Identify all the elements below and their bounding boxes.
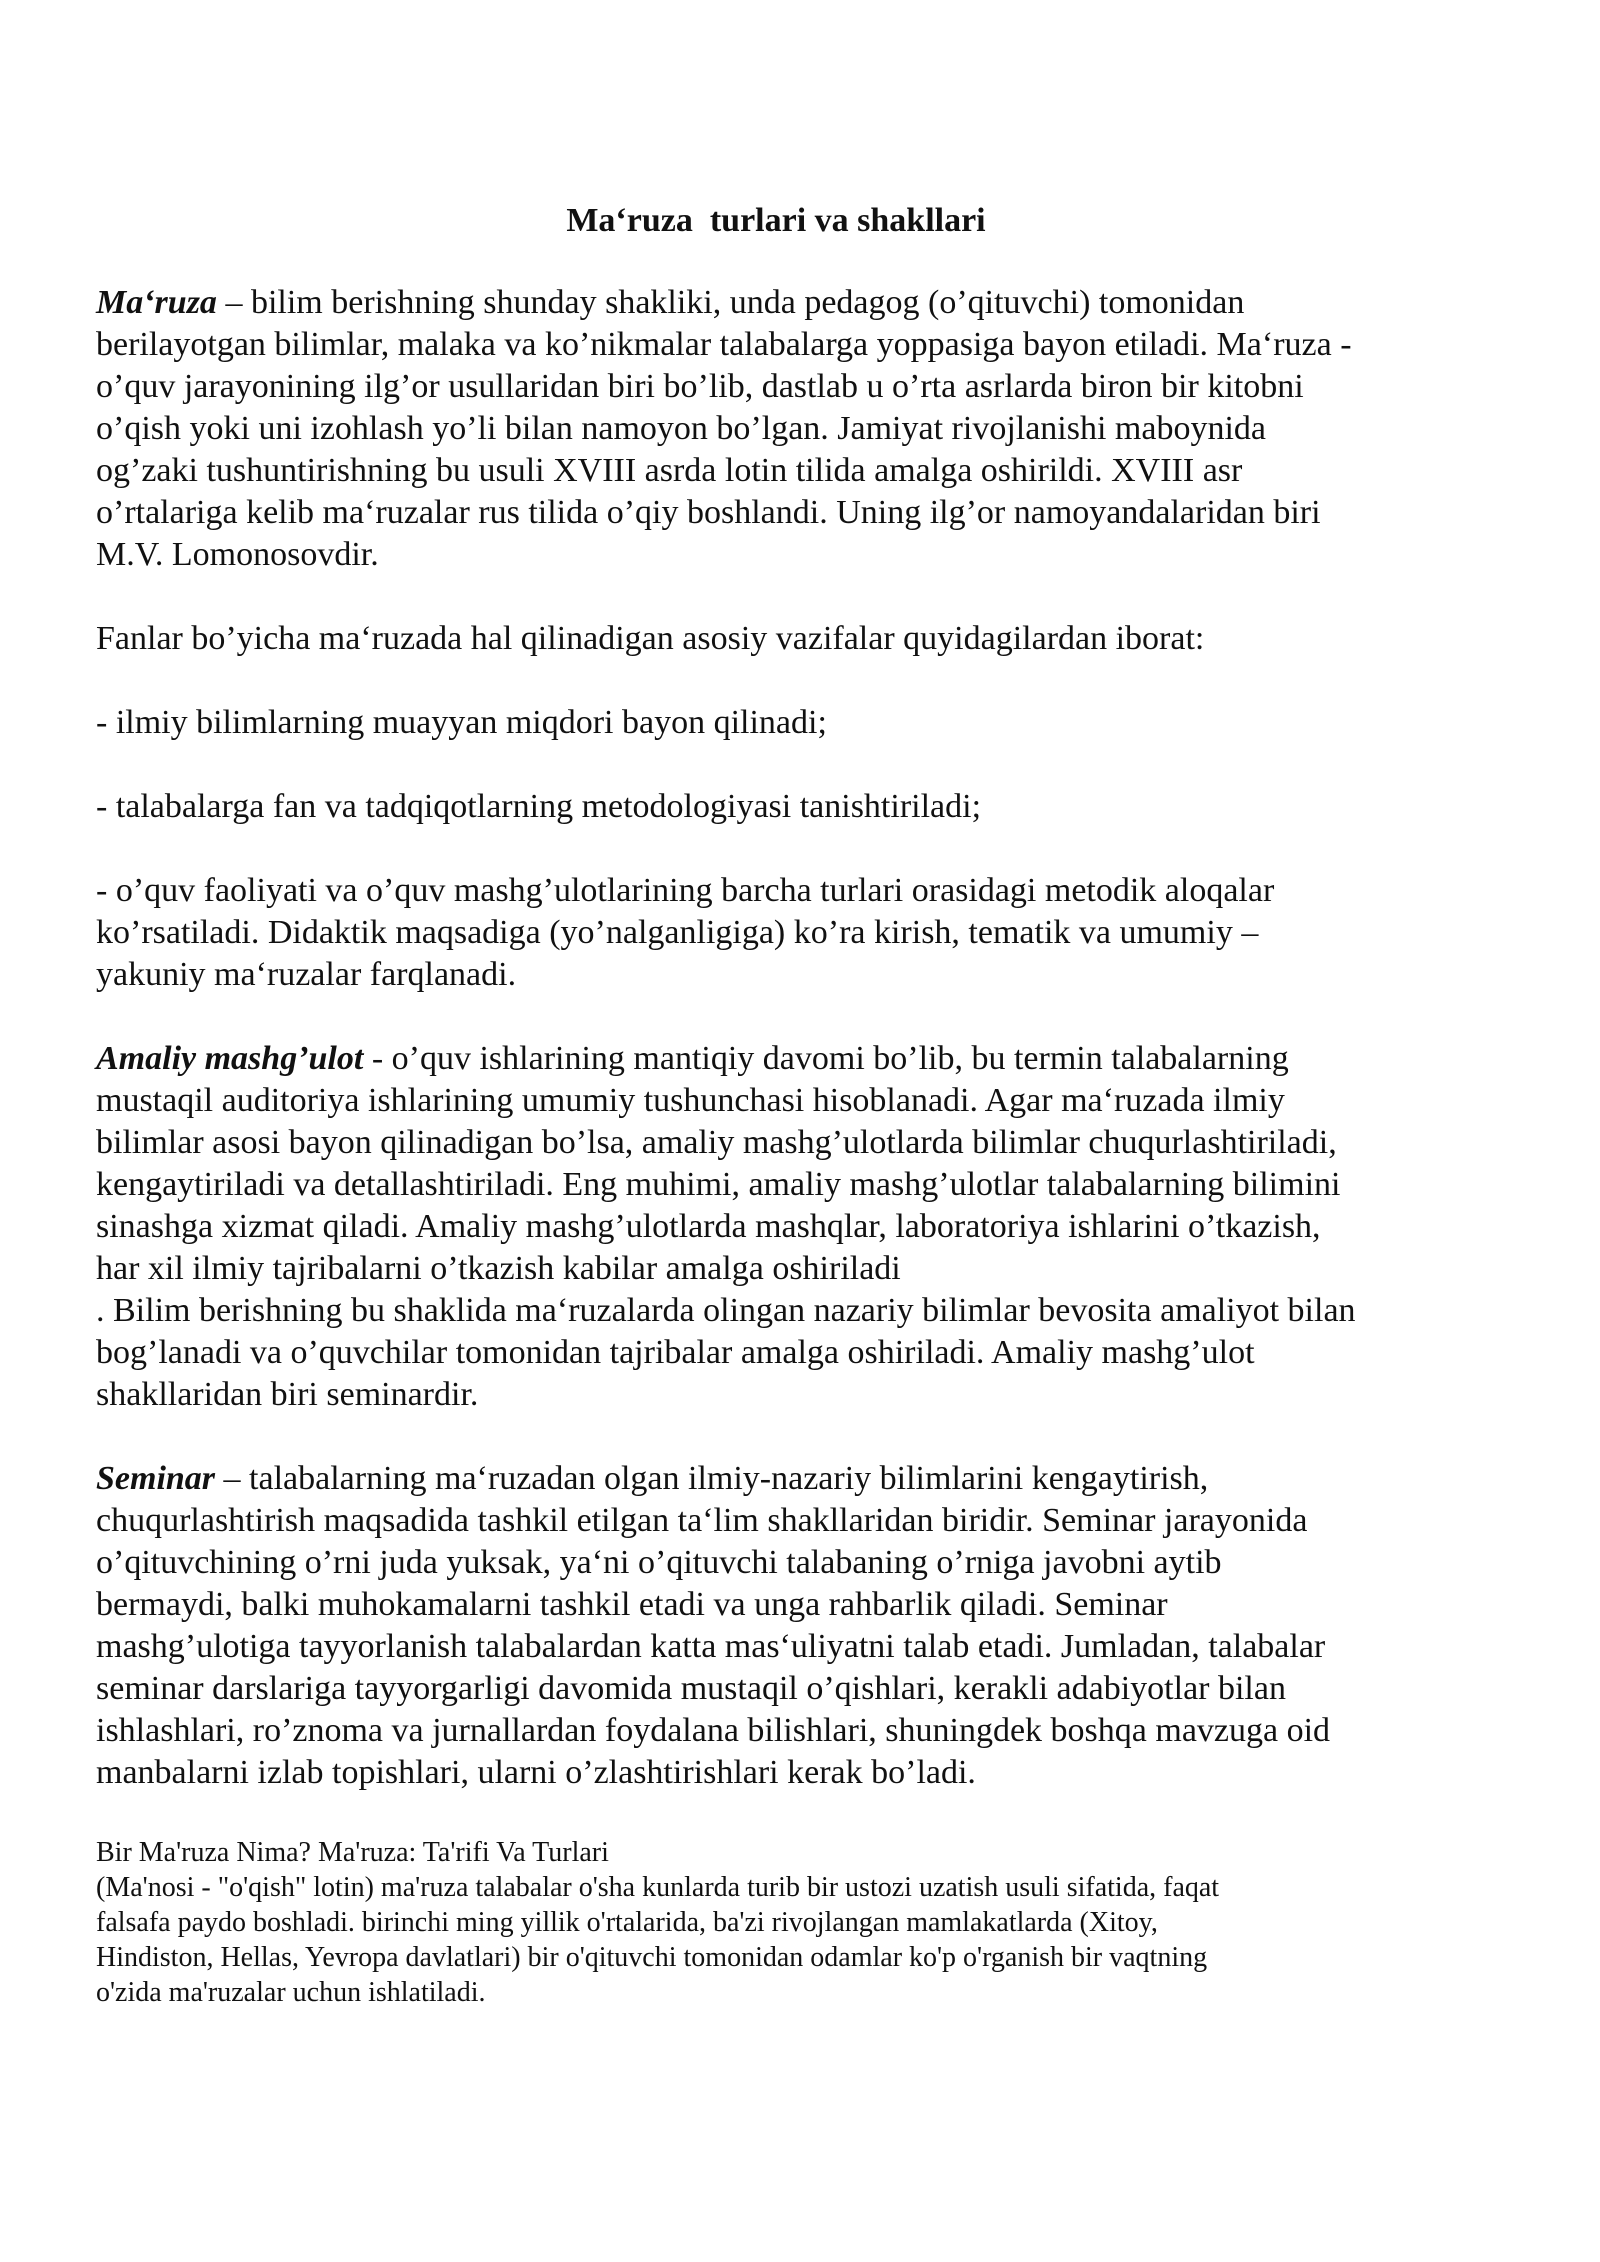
text-line: o’quv jarayonining ilg’or usullaridan biri bo’lib, dastlab u o’rta asrlarda biron bir kitobni (96, 368, 1304, 405)
text-line: . Bilim berishning bu shaklida ma‘ruzalarda olingan nazariy bilimlar bevosita amaliyot bilan (96, 1292, 1356, 1329)
text-line: bermaydi, balki muhokamalarni tashkil etadi va unga rahbarlik qiladi. Seminar (96, 1586, 1168, 1623)
paragraph-gap (96, 744, 1516, 786)
term-maruza: Ma‘ruza (96, 284, 217, 321)
term-seminar: Seminar (96, 1460, 216, 1497)
text-line: (Ma'nosi - "o'qish" lotin) ma'ruza talabalar o'sha kunlarda turib bir ustozi uzatish usuli sifatida, faqat (96, 1872, 1220, 1903)
list-item-task (96, 786, 1516, 828)
text-line: - talabalarga fan va tadqiqotlarning metodologiyasi tanishtiriladi; (96, 788, 982, 825)
text-line: manbalarni izlab topishlari, ularni o’zlashtirishlari kerak bo’ladi. (96, 1754, 976, 1791)
paragraph-maruza (96, 282, 1516, 576)
text-line: yakuniy ma‘ruzalar farqlanadi. (96, 956, 517, 993)
text-line: bilimlar asosi bayon qilinadigan bo’lsa, amaliy mashg’ulotlarda bilimlar chuqurlashtiriladi, (96, 1124, 1337, 1161)
paragraph-gap (96, 828, 1516, 870)
text-line: sinashga xizmat qiladi. Amaliy mashg’ulotlarda mashqlar, laboratoriya ishlarini o’tkazish, (96, 1208, 1321, 1245)
text-line: o'zida ma'ruzalar uchun ishlatiladi. (96, 1977, 486, 2008)
text-line: bog’lanadi va o’quvchilar tomonidan tajribalar amalga oshiriladi. Amaliy mashg’ulot (96, 1334, 1255, 1371)
text-line: falsafa paydo boshladi. birinchi ming yillik o'rtalarida, ba'zi rivojlangan mamlakatlarda (Xitoy, (96, 1907, 1158, 1938)
paragraph-gap (96, 996, 1516, 1038)
paragraph-gap (96, 1416, 1516, 1458)
text-segment: – bilim berishning shunday shakliki, unda pedagog (o’qituvchi) tomonidan (216, 284, 1245, 321)
text-line: o’qish yoki uni izohlash yo’li bilan namoyon bo’lgan. Jamiyat rivojlanishi maboynida (96, 410, 1266, 447)
paragraph-gap (96, 660, 1516, 702)
text-line: mustaqil auditoriya ishlarining umumiy tushunchasi hisoblanadi. Agar ma‘ruzada ilmiy (96, 1082, 1285, 1119)
text-line (96, 1458, 1516, 1500)
text-line: - ilmiy bilimlarning muayyan miqdori bayon qilinadi; (96, 704, 827, 741)
text-line: - o’quv faoliyati va o’quv mashg’ulotlarining barcha turlari orasidagi metodik aloqalar (96, 872, 1275, 909)
text-line: kengaytiriladi va detallashtiriladi. Eng muhimi, amaliy mashg’ulotlar talabalarning bilimini (96, 1166, 1341, 1203)
list-item-task (96, 702, 1516, 744)
text-line: o’qituvchining o’rni juda yuksak, ya‘ni o’qituvchi talabaning o’rniga javobni aytib (96, 1544, 1222, 1581)
text-line: Fanlar bo’yicha ma‘ruzada hal qilinadigan asosiy vazifalar quyidagilardan iborat: (96, 620, 1205, 657)
paragraph-gap (96, 576, 1516, 618)
document-body (96, 282, 1516, 1794)
text-line (96, 1038, 1516, 1080)
text-line: Hindiston, Hellas, Yevropa davlatlari) bir o'qituvchi tomonidan odamlar ko'p o'rganish bir vaqtning (96, 1942, 1208, 1973)
text-line: shakllaridan biri seminardir. (96, 1376, 479, 1413)
paragraph-amaliy-mashgulot (96, 1038, 1516, 1416)
text-line: seminar darslariga tayyorgarligi davomida mustaqil o’qishlari, kerakli adabiyotlar bilan (96, 1670, 1286, 1707)
document-title: Ma‘ruza turlari va shakllari (566, 202, 986, 239)
text-line: mashg’ulotiga tayyorlanish talabalardan katta mas‘uliyatni talab etadi. Jumladan, talabalar (96, 1628, 1326, 1665)
text-line: chuqurlashtirish maqsadida tashkil etilgan ta‘lim shakllaridan biridir. Seminar jarayonida (96, 1502, 1308, 1539)
text-line: ishlashlari, ro’znoma va jurnallardan foydalana bilishlari, shuningdek boshqa mavzuga oid (96, 1712, 1331, 1749)
text-line: og’zaki tushuntirishning bu usuli XVIII asrda lotin tilida amalga oshirildi. XVIII asr (96, 452, 1243, 489)
text-line: ko’rsatiladi. Didaktik maqsadiga (yo’nalganligiga) ko’ra kirish, tematik va umumiy – (96, 914, 1259, 951)
paragraph-tasks-intro (96, 618, 1516, 660)
text-segment: - o’quv ishlarining mantiqiy davomi bo’lib, bu termin talabalarning (363, 1040, 1289, 1077)
text-line: M.V. Lomonosovdir. (96, 536, 379, 573)
text-line: har xil ilmiy tajribalarni o’tkazish kabilar amalga oshiriladi (96, 1250, 901, 1287)
paragraph-seminar (96, 1458, 1516, 1794)
appendix-section (96, 1835, 1516, 2010)
text-line (96, 282, 1516, 324)
text-line: berilayotgan bilimlar, malaka va ko’nikmalar talabalarga yoppasiga bayon etiladi. Ma‘ruza - (96, 326, 1352, 363)
text-line: o’rtalariga kelib ma‘ruzalar rus tilida o’qiy boshlandi. Uning ilg’or namoyandalaridan biri (96, 494, 1321, 531)
list-item-task (96, 870, 1516, 996)
term-amaliy-mashgulot: Amaliy mashg’ulot (96, 1040, 364, 1077)
appendix-heading: Bir Ma'ruza Nima? Ma'ruza: Ta'rifi Va Turlari (96, 1837, 609, 1868)
text-segment: – talabalarning ma‘ruzadan olgan ilmiy-nazariy bilimlarini kengaytirish, (215, 1460, 1209, 1497)
